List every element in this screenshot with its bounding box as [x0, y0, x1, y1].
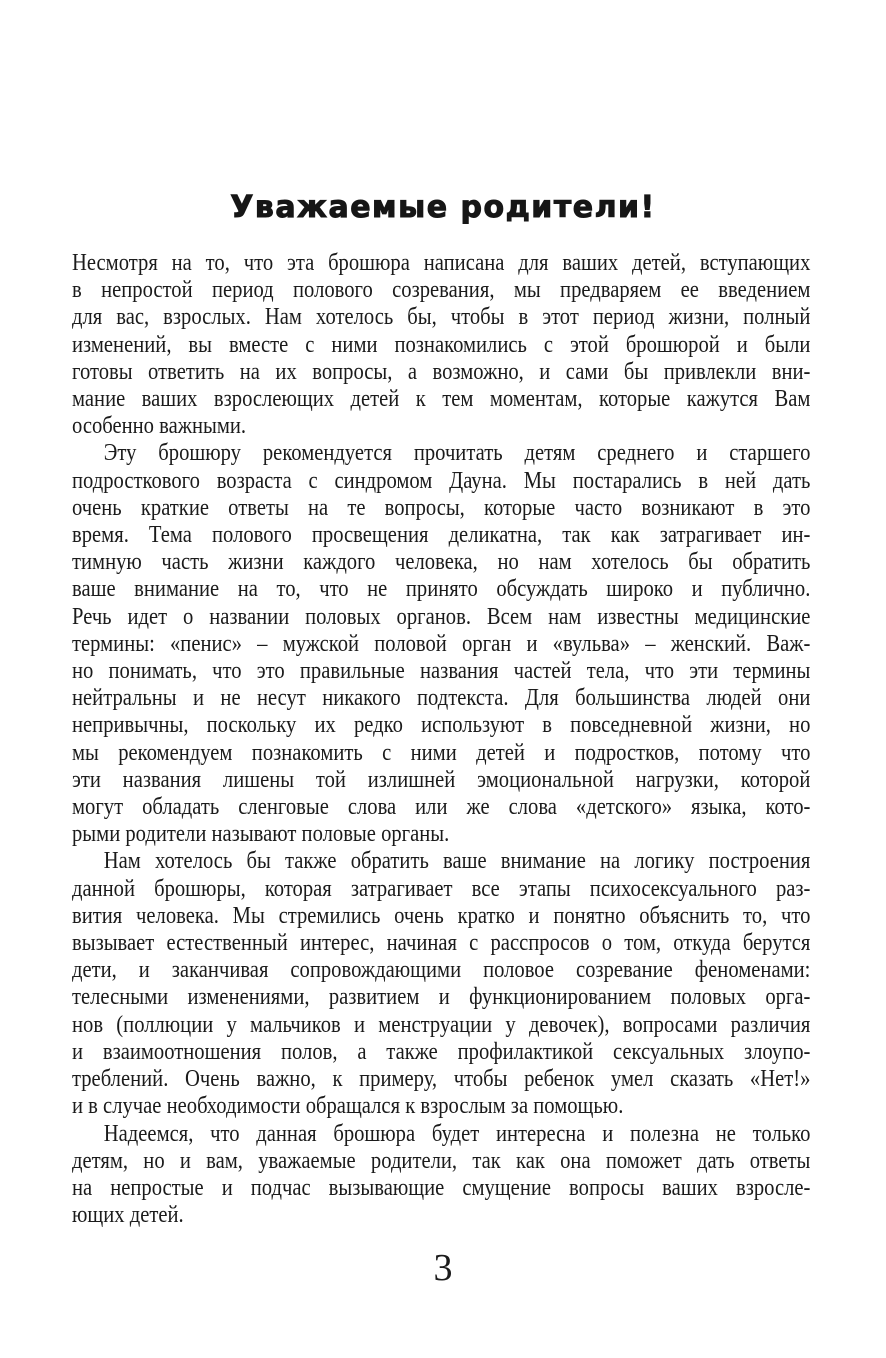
text-line: непривычны, поскольку их редко используют в повседневной жизни, но	[72, 712, 811, 739]
text-line: нов (поллюции у мальчиков и менструации у девочек), вопросами различия	[72, 1011, 811, 1038]
text-line: Несмотря на то, что эта брошюра написана для ваших детей, вступающих	[72, 250, 811, 276]
text-line: детям, но и вам, уважаемые родители, так как она поможет дать ответы	[72, 1147, 811, 1174]
text-line: телесными изменениями, развитием и функционированием половых орга-	[72, 984, 811, 1011]
text-line: термины: «пенис» – мужской половой орган и «вульва» – женский. Важ-	[72, 630, 811, 657]
text-line: подросткового возраста с синдромом Дауна. Мы постарались в ней дать	[72, 467, 811, 494]
text-line: на непростые и подчас вызывающие смущение вопросы ваших взросле-	[72, 1174, 811, 1201]
text-line: для вас, взрослых. Нам хотелось бы, чтобы в этот период жизни, полный	[72, 304, 811, 331]
text-line: Нам хотелось бы также обратить ваше внимание на логику построения	[103, 848, 811, 875]
text-line: Эту брошюру рекомендуется прочитать детям среднего и старшего	[103, 440, 811, 467]
text-line: ющих детей.	[72, 1202, 184, 1229]
paragraph	[72, 1121, 810, 1230]
text-line: рыми родители называют половые органы.	[72, 821, 450, 848]
paragraph	[72, 250, 810, 440]
page-title: Уважаемые родители!	[230, 190, 656, 225]
text-line: дети, и заканчивая сопровождающими половое созревание феноменами:	[72, 957, 811, 984]
text-line: и взаимоотношения полов, а также профилактикой сексуальных злоупо-	[72, 1038, 811, 1065]
text-line: вития человека. Мы стремились очень кратко и понятно объяснить то, что	[72, 902, 811, 929]
text-line: тимную часть жизни каждого человека, но нам хотелось бы обратить	[72, 549, 811, 576]
text-line: изменений, вы вместе с ними познакомились с этой брошюрой и были	[72, 331, 811, 358]
paragraph	[72, 440, 810, 848]
text-line: но понимать, что это правильные названия частей тела, что эти термины	[72, 658, 811, 685]
text-line: нейтральны и не несут никакого подтекста. Для большинства людей они	[72, 685, 811, 712]
text-line: треблений. Очень важно, к примеру, чтобы ребенок умел сказать «Нет!»	[72, 1066, 811, 1093]
text-line: ваше внимание на то, что не принято обсуждать широко и публично.	[72, 576, 811, 603]
text-line: могут обладать сленговые слова или же слова «детского» языка, кото-	[72, 794, 811, 821]
text-line: мание ваших взрослеющих детей к тем моментам, которые кажутся Вам	[72, 386, 811, 413]
text-line: мы рекомендуем познакомить с ними детей и подростков, потому что	[72, 739, 811, 766]
text-line: Надеемся, что данная брошюра будет интересна и полезна не только	[103, 1120, 811, 1147]
text-line: очень краткие ответы на те вопросы, которые часто возникают в это	[72, 494, 811, 521]
text-line: Речь идет о названии половых органов. Всем нам известны медицинские	[72, 603, 811, 630]
text-line: особенно важными.	[72, 413, 247, 440]
text-line: в непростой период полового созревания, мы предваряем ее введением	[72, 277, 811, 304]
text-line: готовы ответить на их вопросы, а возможно, и сами бы привлекли вни-	[72, 358, 811, 385]
text-line: эти названия лишены той излишней эмоциональной нагрузки, которой	[72, 766, 811, 793]
text-line: время. Тема полового просвещения деликатна, так как затрагивает ин-	[72, 522, 811, 549]
page-number: 3	[433, 1247, 453, 1289]
text-line: данной брошюры, которая затрагивает все этапы психосексуального раз-	[72, 875, 811, 902]
body-text	[72, 250, 810, 1229]
paragraph	[72, 848, 810, 1120]
text-line: и в случае необходимости обращался к взрослым за помощью.	[72, 1093, 624, 1120]
text-line: вызывает естественный интерес, начиная с расспросов о том, откуда берутся	[72, 930, 811, 957]
